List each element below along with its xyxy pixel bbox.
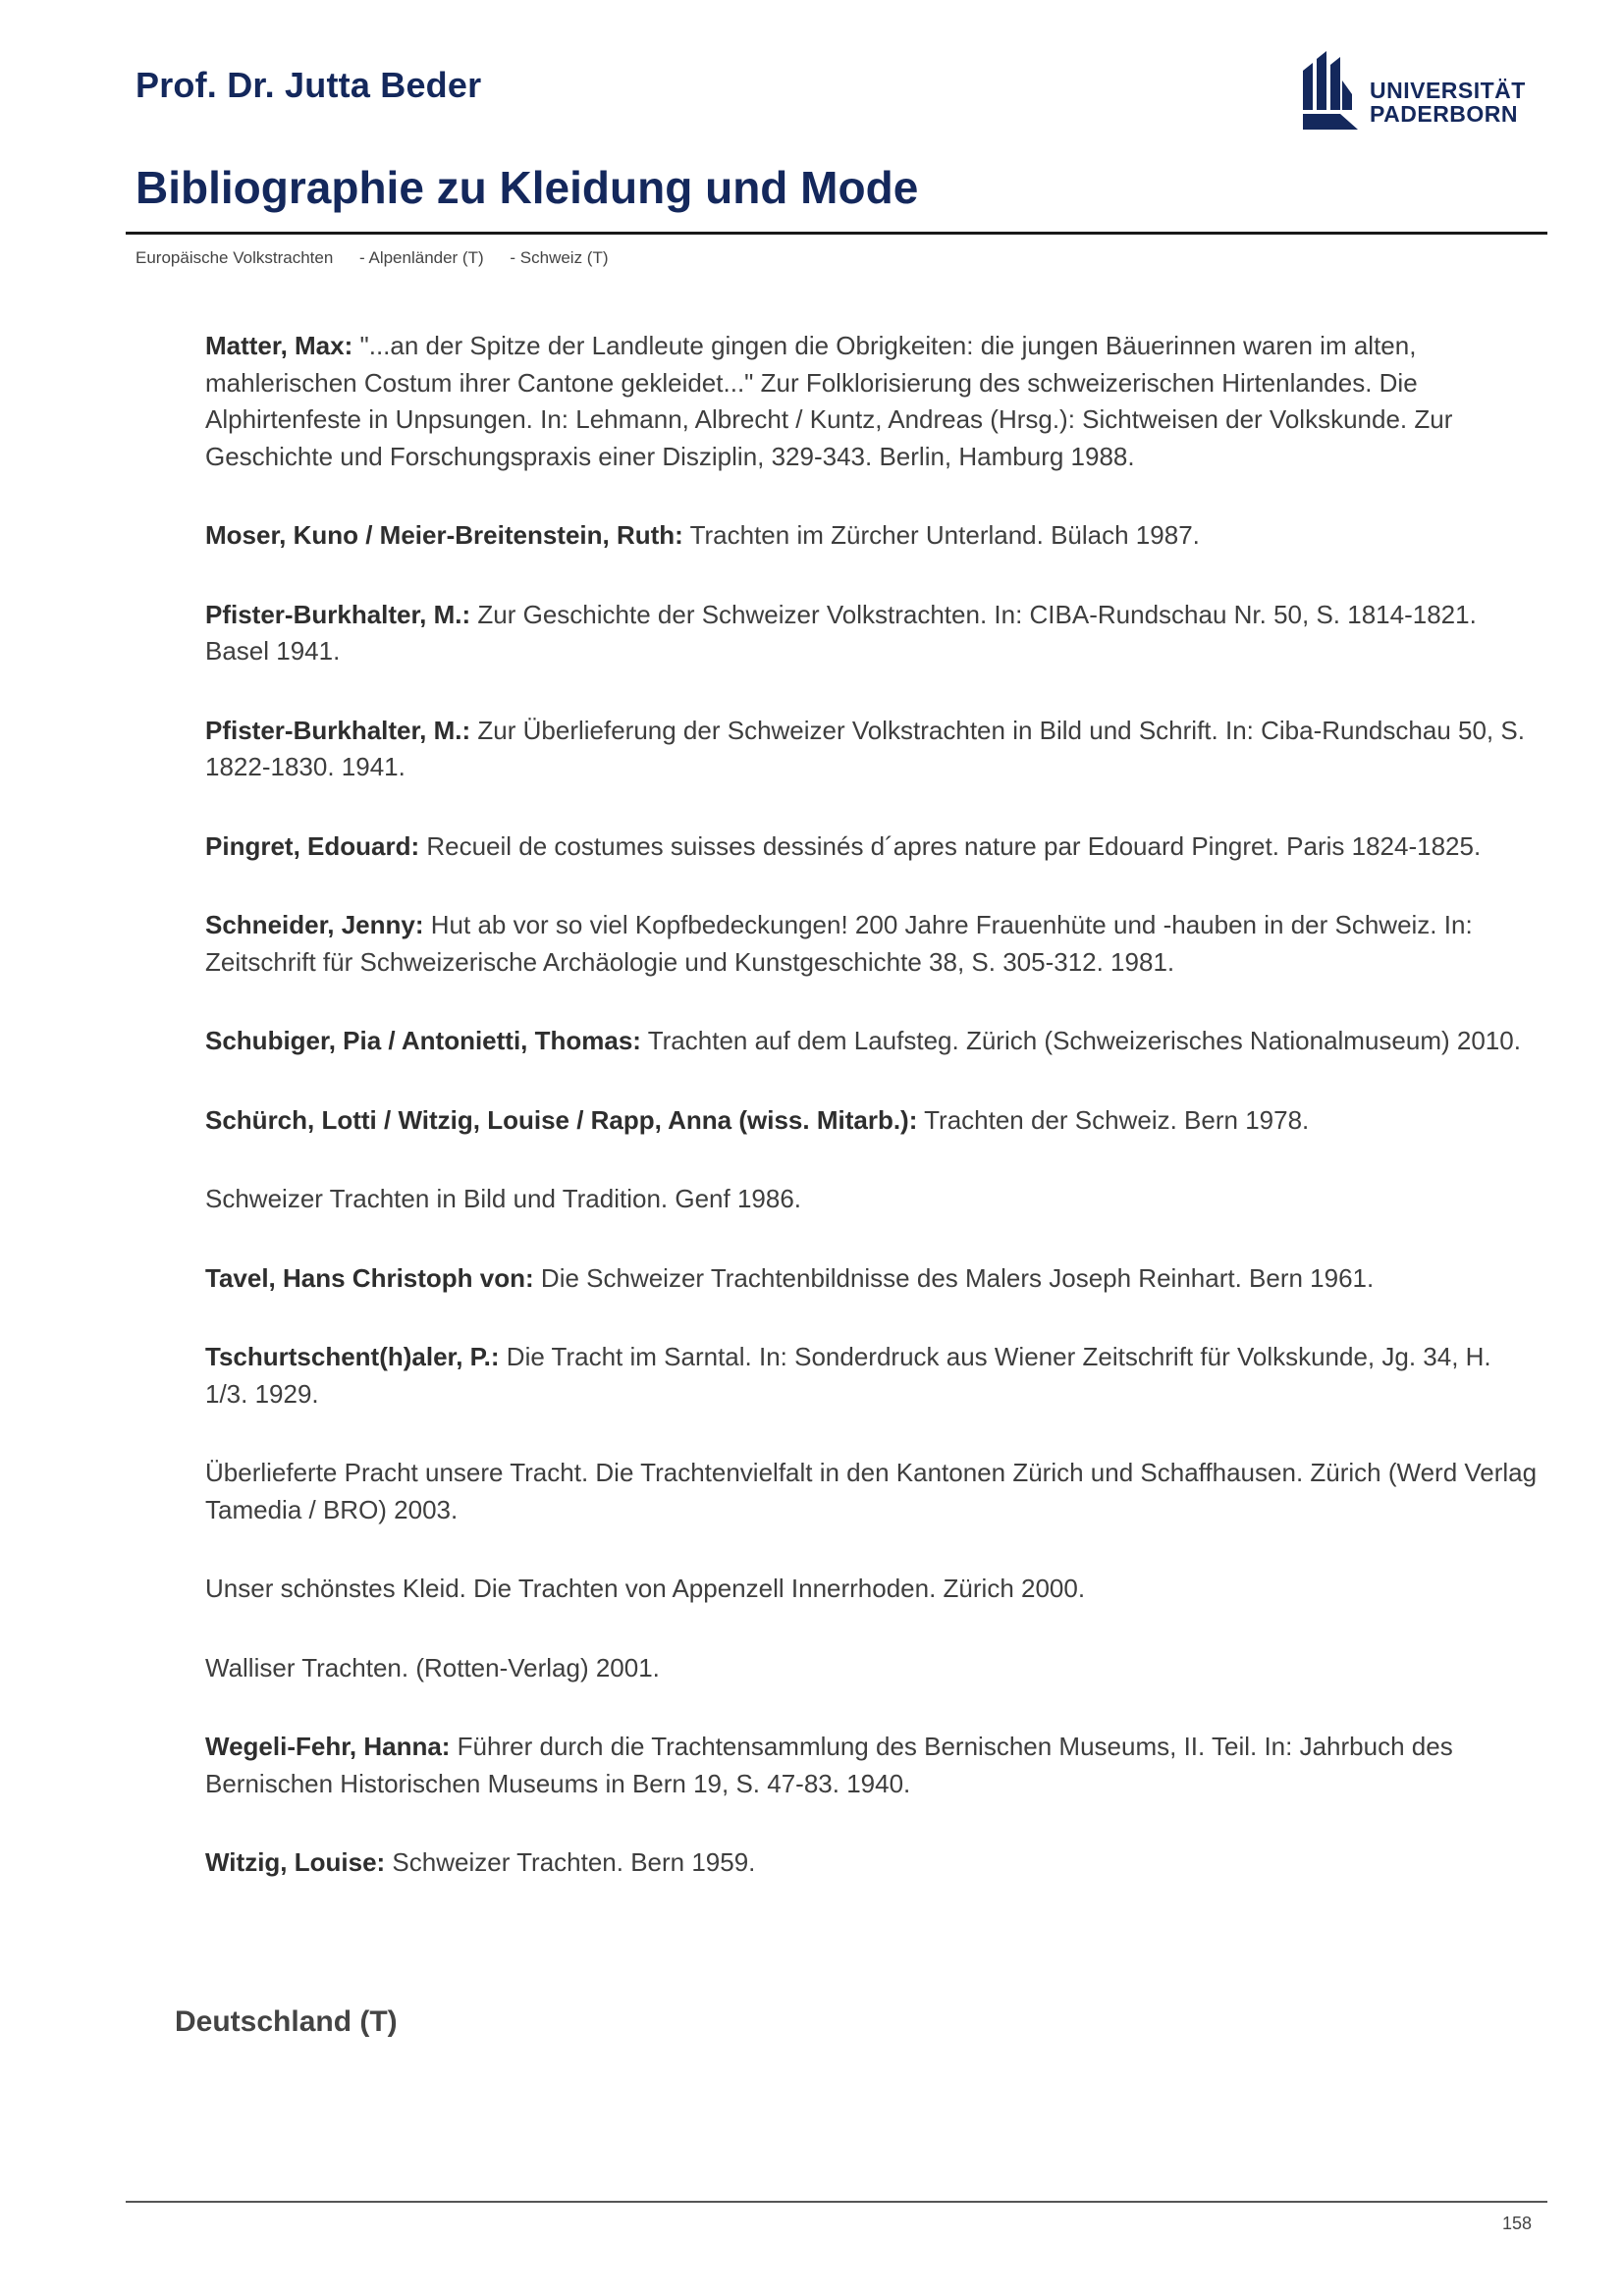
entry-author: Pfister-Burkhalter, M.: [205, 715, 471, 745]
entry-text: Recueil de costumes suisses dessinés d´apres nature par Edouard Pingret. Paris 1824-1825. [419, 830, 1482, 861]
bibliography-entry [205, 1102, 1541, 1140]
university-logo [1301, 51, 1537, 134]
entry-text: Schweizer Trachten in Bild und Tradition. Genf 1986. [205, 1184, 802, 1213]
page-number: 158 [1502, 2214, 1533, 2233]
entry-text: Schweizer Trachten. Bern 1959. [385, 1847, 756, 1877]
entry-author: Tavel, Hans Christoph von: [205, 1262, 534, 1293]
bibliography-entry [205, 328, 1541, 475]
bibliography-entry [205, 1260, 1541, 1298]
entry-text: "...an der Spitze der Landleute gingen die Obrigkeiten: die jungen Bäuerinnen waren im alten, mahlerischen Costum ihrer Cantone gekleidet..." Zur Folklorisierung des schweizerischen Hirtenlandes. Die Alphirtenfeste in Unpsungen. In: Lehmann, Albrecht / Kuntz, Andreas (Hrsg.): Sichtweisen der Volkskunde. Zur Geschichte und Forschungspraxis einer Disziplin, 329-343. Berlin, Hamburg 1988. [205, 331, 1453, 471]
entry-text: Zur Geschichte der Schweizer Volkstrachten. In: CIBA-Rundschau Nr. 50, S. 1814-1821. Basel 1941. [205, 599, 1477, 666]
entry-text: Führer durch die Trachtensammlung des Bernischen Museums, II. Teil. In: Jahrbuch des Bernischen Historischen Museums in Bern 19, S. 47-83. 1940. [205, 1732, 1453, 1798]
university-paderborn-logo-icon [1301, 51, 1360, 132]
entry-author: Schubiger, Pia / Antonietti, Thomas: [205, 1026, 641, 1055]
entry-author: Schneider, Jenny: [205, 910, 424, 939]
header-rule [126, 232, 1547, 235]
bibliography-entry [205, 597, 1541, 670]
entry-author: Wegeli-Fehr, Hanna: [205, 1732, 451, 1761]
bibliography-entry [205, 1650, 1541, 1687]
logo-line-1: UNIVERSITÄT [1370, 78, 1526, 103]
bibliography-entry [205, 517, 1541, 555]
bibliography-list [205, 328, 1541, 1924]
bibliography-entry [205, 1844, 1541, 1882]
breadcrumb-item: - Alpenländer (T) [359, 248, 484, 267]
entry-text: Trachten im Zürcher Unterland. Bülach 1987. [682, 520, 1200, 550]
bibliography-entry [205, 828, 1541, 866]
breadcrumb-item: - Schweiz (T) [510, 248, 609, 267]
entry-author: Tschurtschent(h)aler, P.: [205, 1342, 500, 1371]
bibliography-entry [205, 907, 1541, 981]
entry-text: Die Tracht im Sarntal. In: Sonderdruck aus Wiener Zeitschrift für Volkskunde, Jg. 34, H. 1/3. 1929. [205, 1342, 1491, 1409]
entry-author: Pfister-Burkhalter, M.: [205, 599, 471, 629]
breadcrumb [135, 248, 630, 268]
bibliography-entry [205, 1571, 1541, 1608]
entry-text: Überlieferte Pracht unsere Tracht. Die Trachtenvielfalt in den Kantonen Zürich und Schaffhausen. Zürich (Werd Verlag Tamedia / BRO) 2003. [205, 1458, 1538, 1524]
entry-author: Pingret, Edouard: [205, 830, 420, 861]
bibliography-entry [205, 1455, 1541, 1528]
section-heading: Deutschland (T) [175, 2005, 398, 2038]
entry-text: Zur Überlieferung der Schweizer Volkstrachten in Bild und Schrift. In: Ciba-Rundschau 50, S. 1822-1830. 1941. [205, 715, 1525, 781]
entry-text: Hut ab vor so viel Kopfbedeckungen! 200 Jahre Frauenhüte und -hauben in der Schweiz. In: Zeitschrift für Schweizerische Archäologie und Kunstgeschichte 38, S. 305-312. 1981. [205, 910, 1473, 977]
logo-text [1370, 79, 1526, 126]
bibliography-entry [205, 1729, 1541, 1802]
entry-author: Moser, Kuno / Meier-Breitenstein, Ruth: [205, 520, 683, 550]
page-title: Bibliographie zu Kleidung und Mode [135, 162, 919, 213]
entry-author: Schürch, Lotti / Witzig, Louise / Rapp, Anna (wiss. Mitarb.): [205, 1104, 918, 1135]
breadcrumb-item: Europäische Volkstrachten [135, 248, 334, 267]
bibliography-entry [205, 713, 1541, 786]
bibliography-entry [205, 1339, 1541, 1413]
entry-text: Trachten der Schweiz. Bern 1978. [917, 1104, 1310, 1135]
logo-line-2: PADERBORN [1370, 101, 1519, 127]
entry-text: Walliser Trachten. (Rotten-Verlag) 2001. [205, 1652, 660, 1682]
entry-text: Die Schweizer Trachtenbildnisse des Malers Joseph Reinhart. Bern 1961. [533, 1262, 1375, 1293]
entry-text: Unser schönstes Kleid. Die Trachten von Appenzell Innerrhoden. Zürich 2000. [205, 1574, 1086, 1603]
entry-author: Witzig, Louise: [205, 1847, 386, 1877]
bibliography-entry [205, 1181, 1541, 1218]
footer-rule [126, 2201, 1547, 2203]
entry-author: Matter, Max: [205, 331, 353, 360]
entry-text: Trachten auf dem Laufsteg. Zürich (Schweizerisches Nationalmuseum) 2010. [640, 1026, 1521, 1055]
author-name: Prof. Dr. Jutta Beder [135, 65, 482, 105]
bibliography-entry [205, 1023, 1541, 1060]
